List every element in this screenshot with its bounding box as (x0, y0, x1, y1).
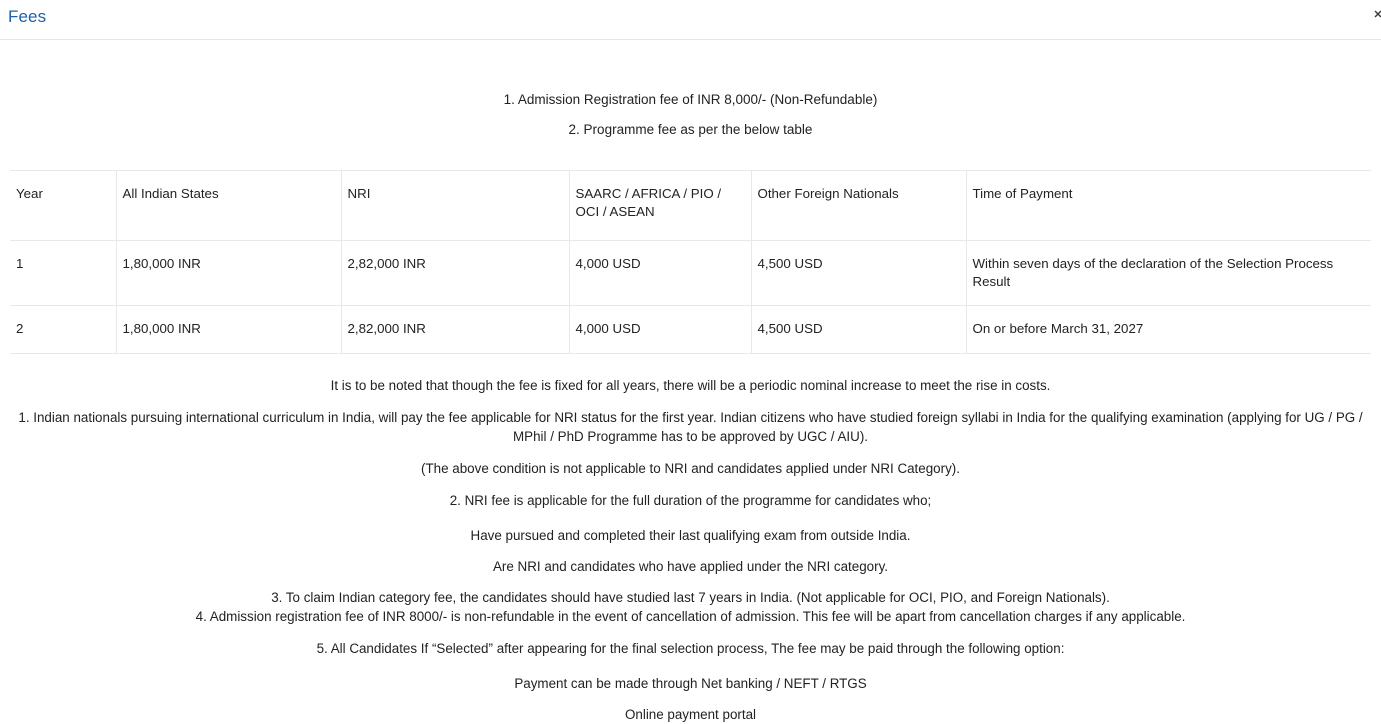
table-row (10, 306, 1371, 354)
column-header-year: Year (10, 171, 116, 241)
note-payment-portal: Online payment portal (624, 707, 756, 722)
column-header-time-of-payment: Time of Payment (966, 171, 1371, 241)
intro-line-1: 1. Admission Registration fee of INR 8,000/- (Non-Refundable) (503, 92, 878, 107)
cell-year: 2 (10, 306, 116, 354)
page-title: Fees (8, 7, 47, 26)
cell-time-of-payment: On or before March 31, 2027 (966, 306, 1371, 354)
intro-line-2: 2. Programme fee as per the below table (568, 122, 813, 137)
cell-nri: 2,82,000 INR (341, 241, 569, 306)
cell-nri: 2,82,000 INR (341, 306, 569, 354)
cell-all-indian-states: 1,80,000 INR (116, 306, 341, 354)
fee-table (10, 170, 1371, 354)
cell-other-foreign-nationals: 4,500 USD (751, 306, 966, 354)
note-3: 3. To claim Indian category fee, the candidates should have studied last 7 years in India. (Not applicable for OCI, PIO, and Foreign Nationals). (271, 590, 1110, 605)
note-payment-methods: Payment can be made through Net banking / NEFT / RTGS (514, 676, 867, 691)
note-4: 4. Admission registration fee of INR 8000/- is non-refundable in the event of cancellation of admission. This fee will be apart from cancellation charges if any applicable. (195, 609, 1186, 624)
note-2-condition-b: Are NRI and candidates who have applied under the NRI category. (492, 559, 888, 574)
notes-block (0, 376, 1381, 724)
note-2: 2. NRI fee is applicable for the full duration of the programme for candidates who; (449, 493, 932, 508)
column-header-nri: NRI (341, 171, 569, 241)
fees-content (0, 40, 1381, 724)
close-icon[interactable] (1367, 4, 1381, 28)
cell-all-indian-states: 1,80,000 INR (116, 241, 341, 306)
column-header-other-foreign-nationals: Other Foreign Nationals (751, 171, 966, 241)
note-fixed-fee: It is to be noted that though the fee is fixed for all years, there will be a periodic nominal increase to meet the rise in costs. (330, 378, 1051, 393)
table-row (10, 241, 1371, 306)
fee-table-head (10, 171, 1371, 241)
table-header-row (10, 171, 1371, 241)
note-2-condition-a: Have pursued and completed their last qualifying exam from outside India. (470, 528, 911, 543)
modal-header (0, 0, 1381, 40)
cell-time-of-payment: Within seven days of the declaration of the Selection Process Result (966, 241, 1371, 306)
fee-table-body (10, 241, 1371, 354)
note-1: 1. Indian nationals pursuing international curriculum in India, will pay the fee applicable for NRI status for the first year. Indian citizens who have studied foreign syllabi in India for the qualifying examination (applying for UG / PG / MPhil / PhD Programme has to be approved by UGC / AIU). (18, 410, 1363, 444)
cell-year: 1 (10, 241, 116, 306)
column-header-all-indian-states: All Indian States (116, 171, 341, 241)
fee-table-container (0, 170, 1381, 354)
note-1-exception: (The above condition is not applicable to NRI and candidates applied under NRI Category). (421, 461, 960, 476)
cell-saarc: 4,000 USD (569, 241, 751, 306)
intro-block (0, 40, 1381, 145)
column-header-saarc: SAARC / AFRICA / PIO / OCI / ASEAN (569, 171, 751, 241)
cell-other-foreign-nationals: 4,500 USD (751, 241, 966, 306)
cell-saarc: 4,000 USD (569, 306, 751, 354)
note-5: 5. All Candidates If “Selected” after appearing for the final selection process, The fee may be paid through the following option: (316, 641, 1065, 656)
